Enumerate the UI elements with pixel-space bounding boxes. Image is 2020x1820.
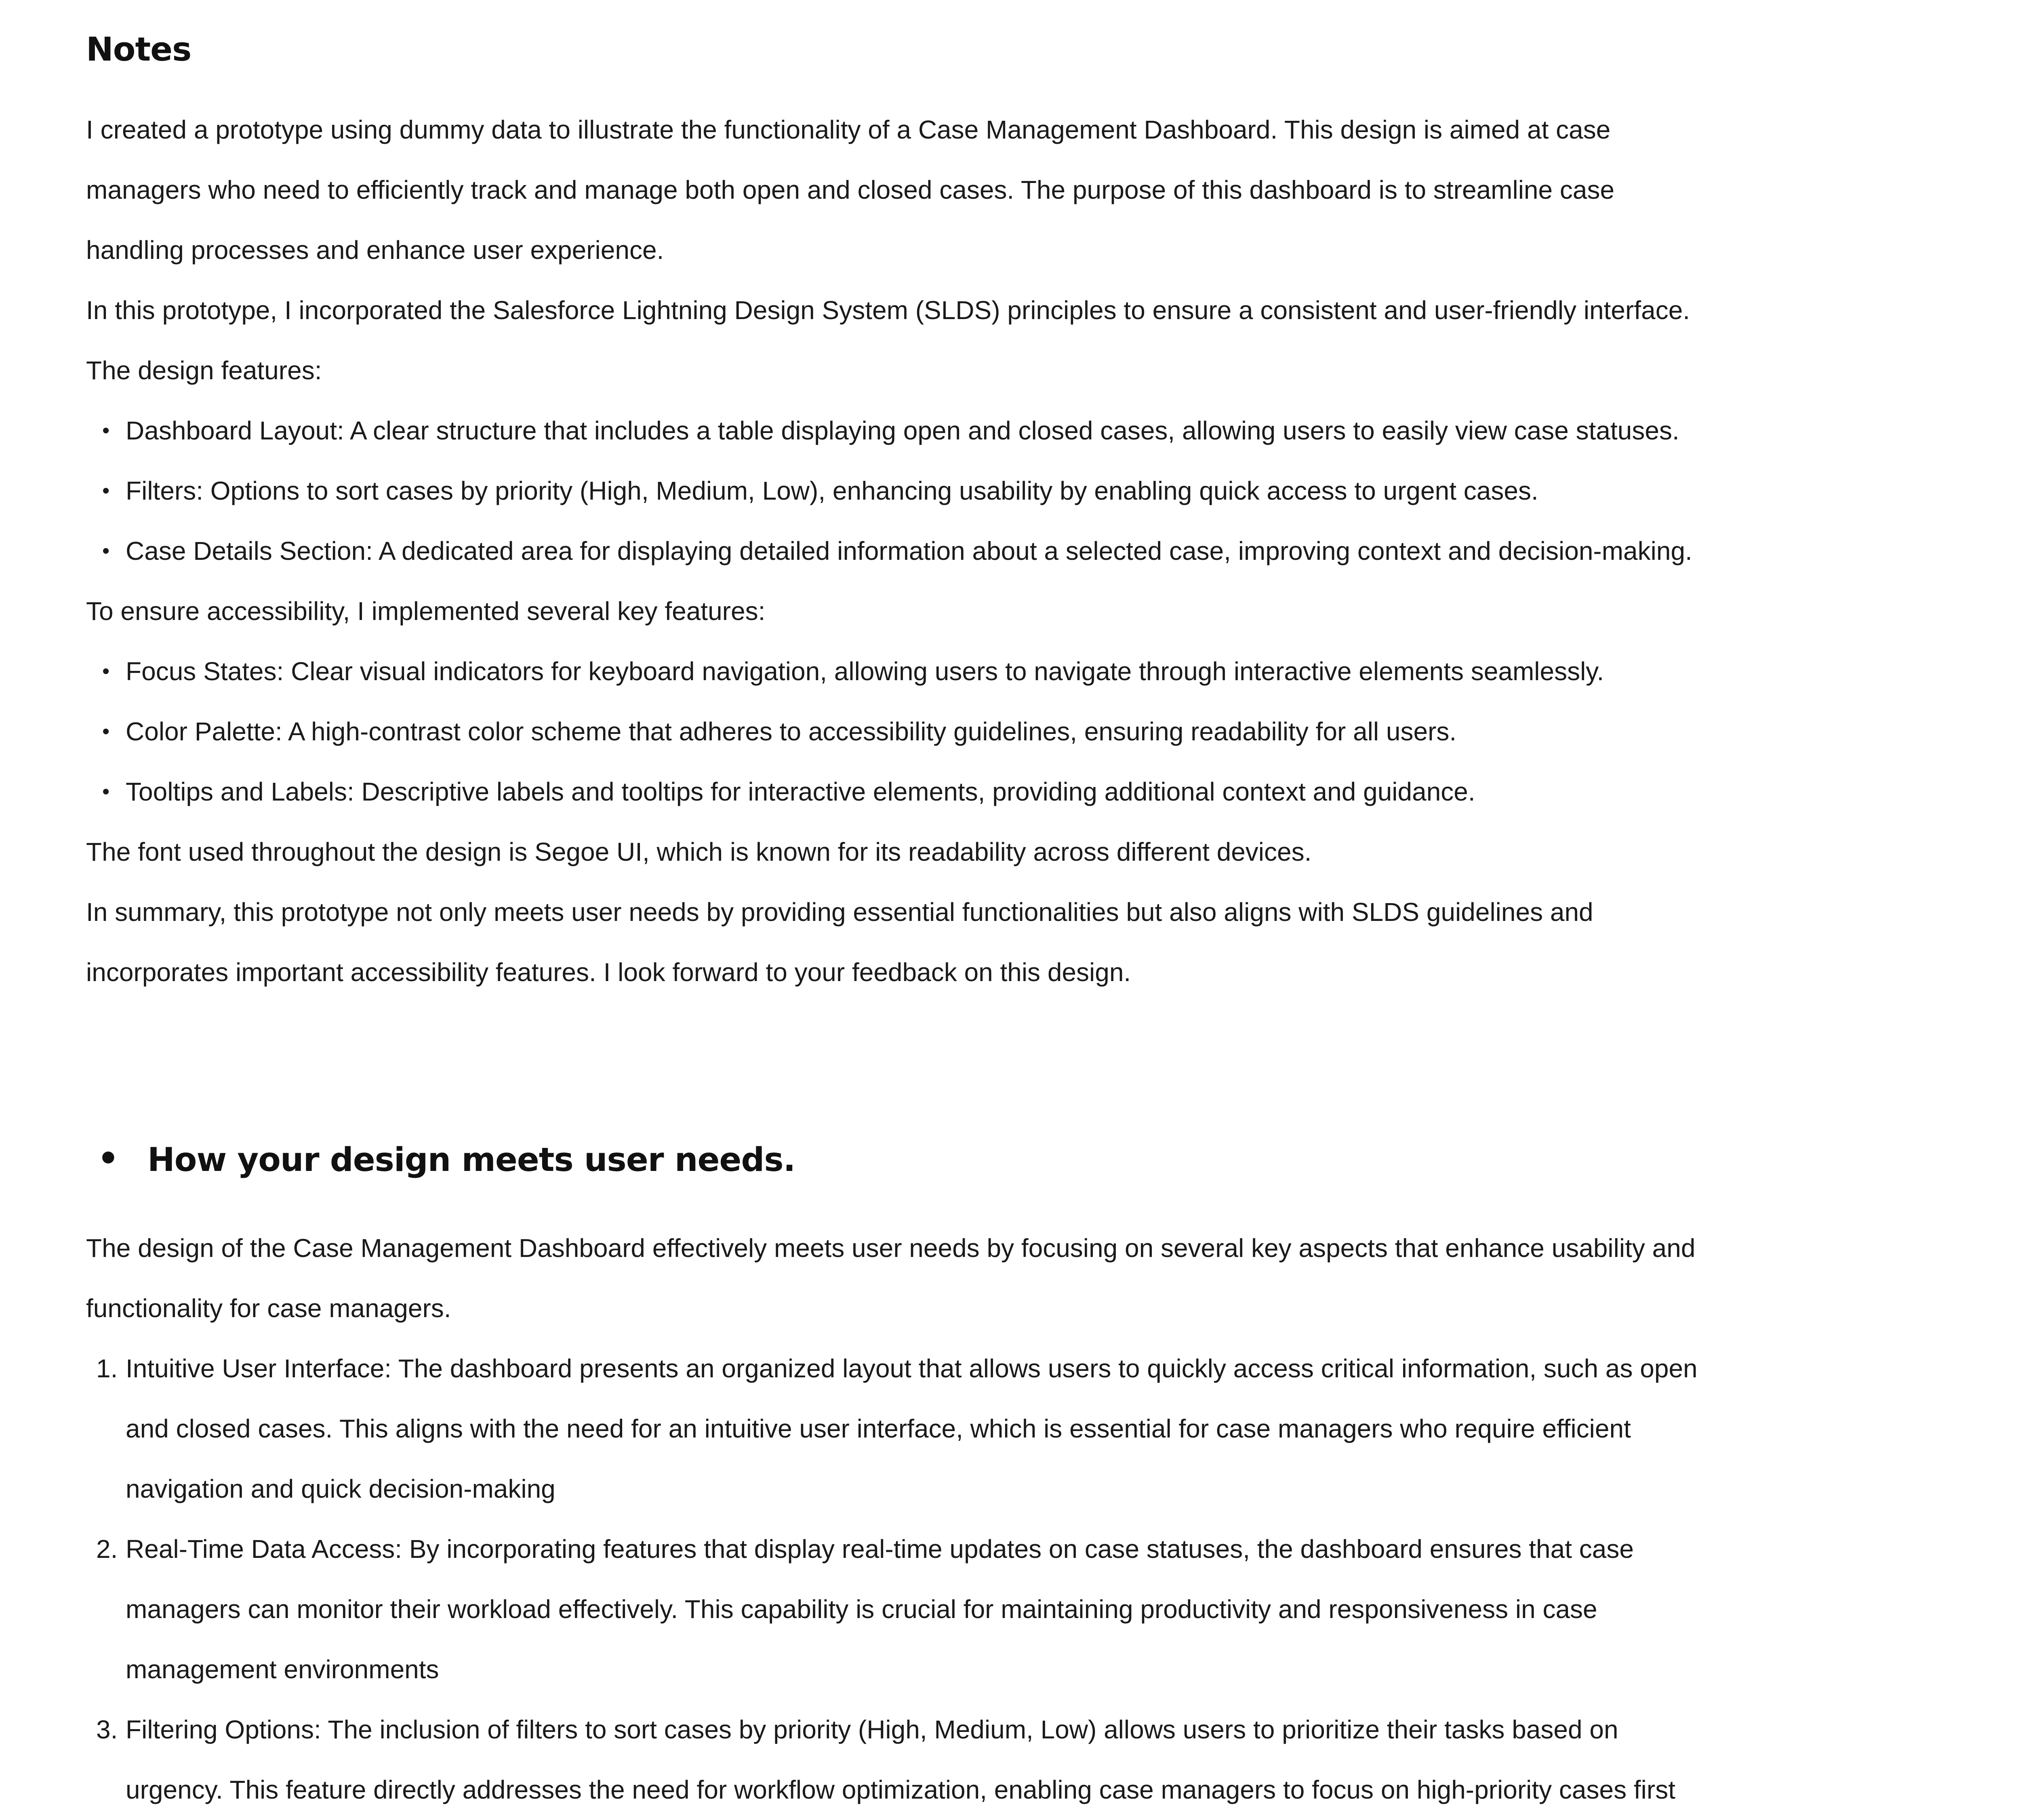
list-item [86, 521, 1702, 581]
list-item-text: Case Details Section: A dedicated area for displaying detailed information about a selected case, improving context and decision-making. [126, 536, 1692, 565]
list-item-text: Dashboard Layout: A clear structure that includes a table displaying open and closed cases, allowing users to easily view case statuses. [126, 416, 1679, 445]
design-features-label: The design features: [86, 356, 322, 385]
user-needs-section [86, 1218, 1702, 1820]
list-item-text: Focus States: Clear visual indicators for keyboard navigation, allowing users to navigate through interactive elements seamlessly. [126, 657, 1604, 686]
summary-paragraph: In summary, this prototype not only meets user needs by providing essential functionalities but also aligns with SLDS guidelines and incorporates important accessibility features. I look forward to your feedback on this design. [86, 897, 1593, 987]
list-number: 2. [96, 1534, 118, 1564]
bullet-icon: • [102, 539, 110, 563]
list-item [86, 702, 1702, 762]
accessibility-intro: To ensure accessibility, I implemented several key features: [86, 597, 766, 626]
bullet-icon: • [102, 660, 110, 683]
list-number: 1. [96, 1354, 118, 1383]
list-item-text: Filtering Options: The inclusion of filters to sort cases by priority (High, Medium, Low) allows users to prioritize their tasks based on urgency. This feature directly addresses the need for workflow optimization, enabling case managers to focus on high-priority cases first [126, 1715, 1675, 1804]
bullet-icon: • [102, 419, 110, 442]
user-needs-heading-text: How your design meets user needs. [147, 1141, 795, 1179]
section-spacer [86, 1002, 1702, 1140]
bullet-icon: • [102, 479, 110, 502]
design-features-list [86, 401, 1702, 581]
user-needs-heading [86, 1140, 1702, 1180]
font-note: The font used throughout the design is Segoe UI, which is known for its readability across different devices. [86, 837, 1312, 866]
bullet-icon: • [102, 720, 110, 743]
list-item [86, 1519, 1702, 1700]
bullet-icon: • [102, 780, 110, 803]
list-item [86, 461, 1702, 521]
list-item [86, 1339, 1702, 1519]
list-number: 3. [96, 1715, 118, 1744]
list-item [86, 1700, 1702, 1820]
notes-section [86, 100, 1702, 1002]
notes-document [86, 0, 1702, 1820]
bullet-icon: • [97, 1139, 119, 1178]
accessibility-features-list [86, 641, 1702, 822]
notes-heading: Notes [86, 31, 191, 69]
list-item [86, 641, 1702, 702]
user-needs-list [86, 1339, 1702, 1820]
list-item-text: Filters: Options to sort cases by priority (High, Medium, Low), enhancing usability by enabling quick access to urgent cases. [126, 476, 1538, 505]
list-item-text: Intuitive User Interface: The dashboard presents an organized layout that allows users to quickly access critical information, such as open and closed cases. This aligns with the need for an intuitive user interface, which is essential for case managers who require efficient navigation and quick decision-making [126, 1354, 1698, 1503]
list-item [86, 401, 1702, 461]
list-item-text: Real-Time Data Access: By incorporating features that display real-time updates on case statuses, the dashboard ensures that case managers can monitor their workload effectively. This capability is crucial for maintaining productivity and responsiveness in case management environments [126, 1534, 1634, 1684]
intro-paragraph: I created a prototype using dummy data to illustrate the functionality of a Case Management Dashboard. This design is aimed at case managers who need to efficiently track and manage both open and closed cases. The purpose of this dashboard is to streamline case handling processes and enhance user experience. [86, 115, 1615, 265]
list-item-text: Color Palette: A high-contrast color scheme that adheres to accessibility guidelines, ensuring readability for all users. [126, 717, 1457, 746]
user-needs-intro: The design of the Case Management Dashboard effectively meets user needs by focusing on several key aspects that enhance usability and functionality for case managers. [86, 1234, 1696, 1323]
slds-paragraph: In this prototype, I incorporated the Salesforce Lightning Design System (SLDS) principles to ensure a consistent and user-friendly interface. [86, 296, 1690, 325]
list-item [86, 762, 1702, 822]
list-item-text: Tooltips and Labels: Descriptive labels and tooltips for interactive elements, providing additional context and guidance. [126, 777, 1475, 806]
